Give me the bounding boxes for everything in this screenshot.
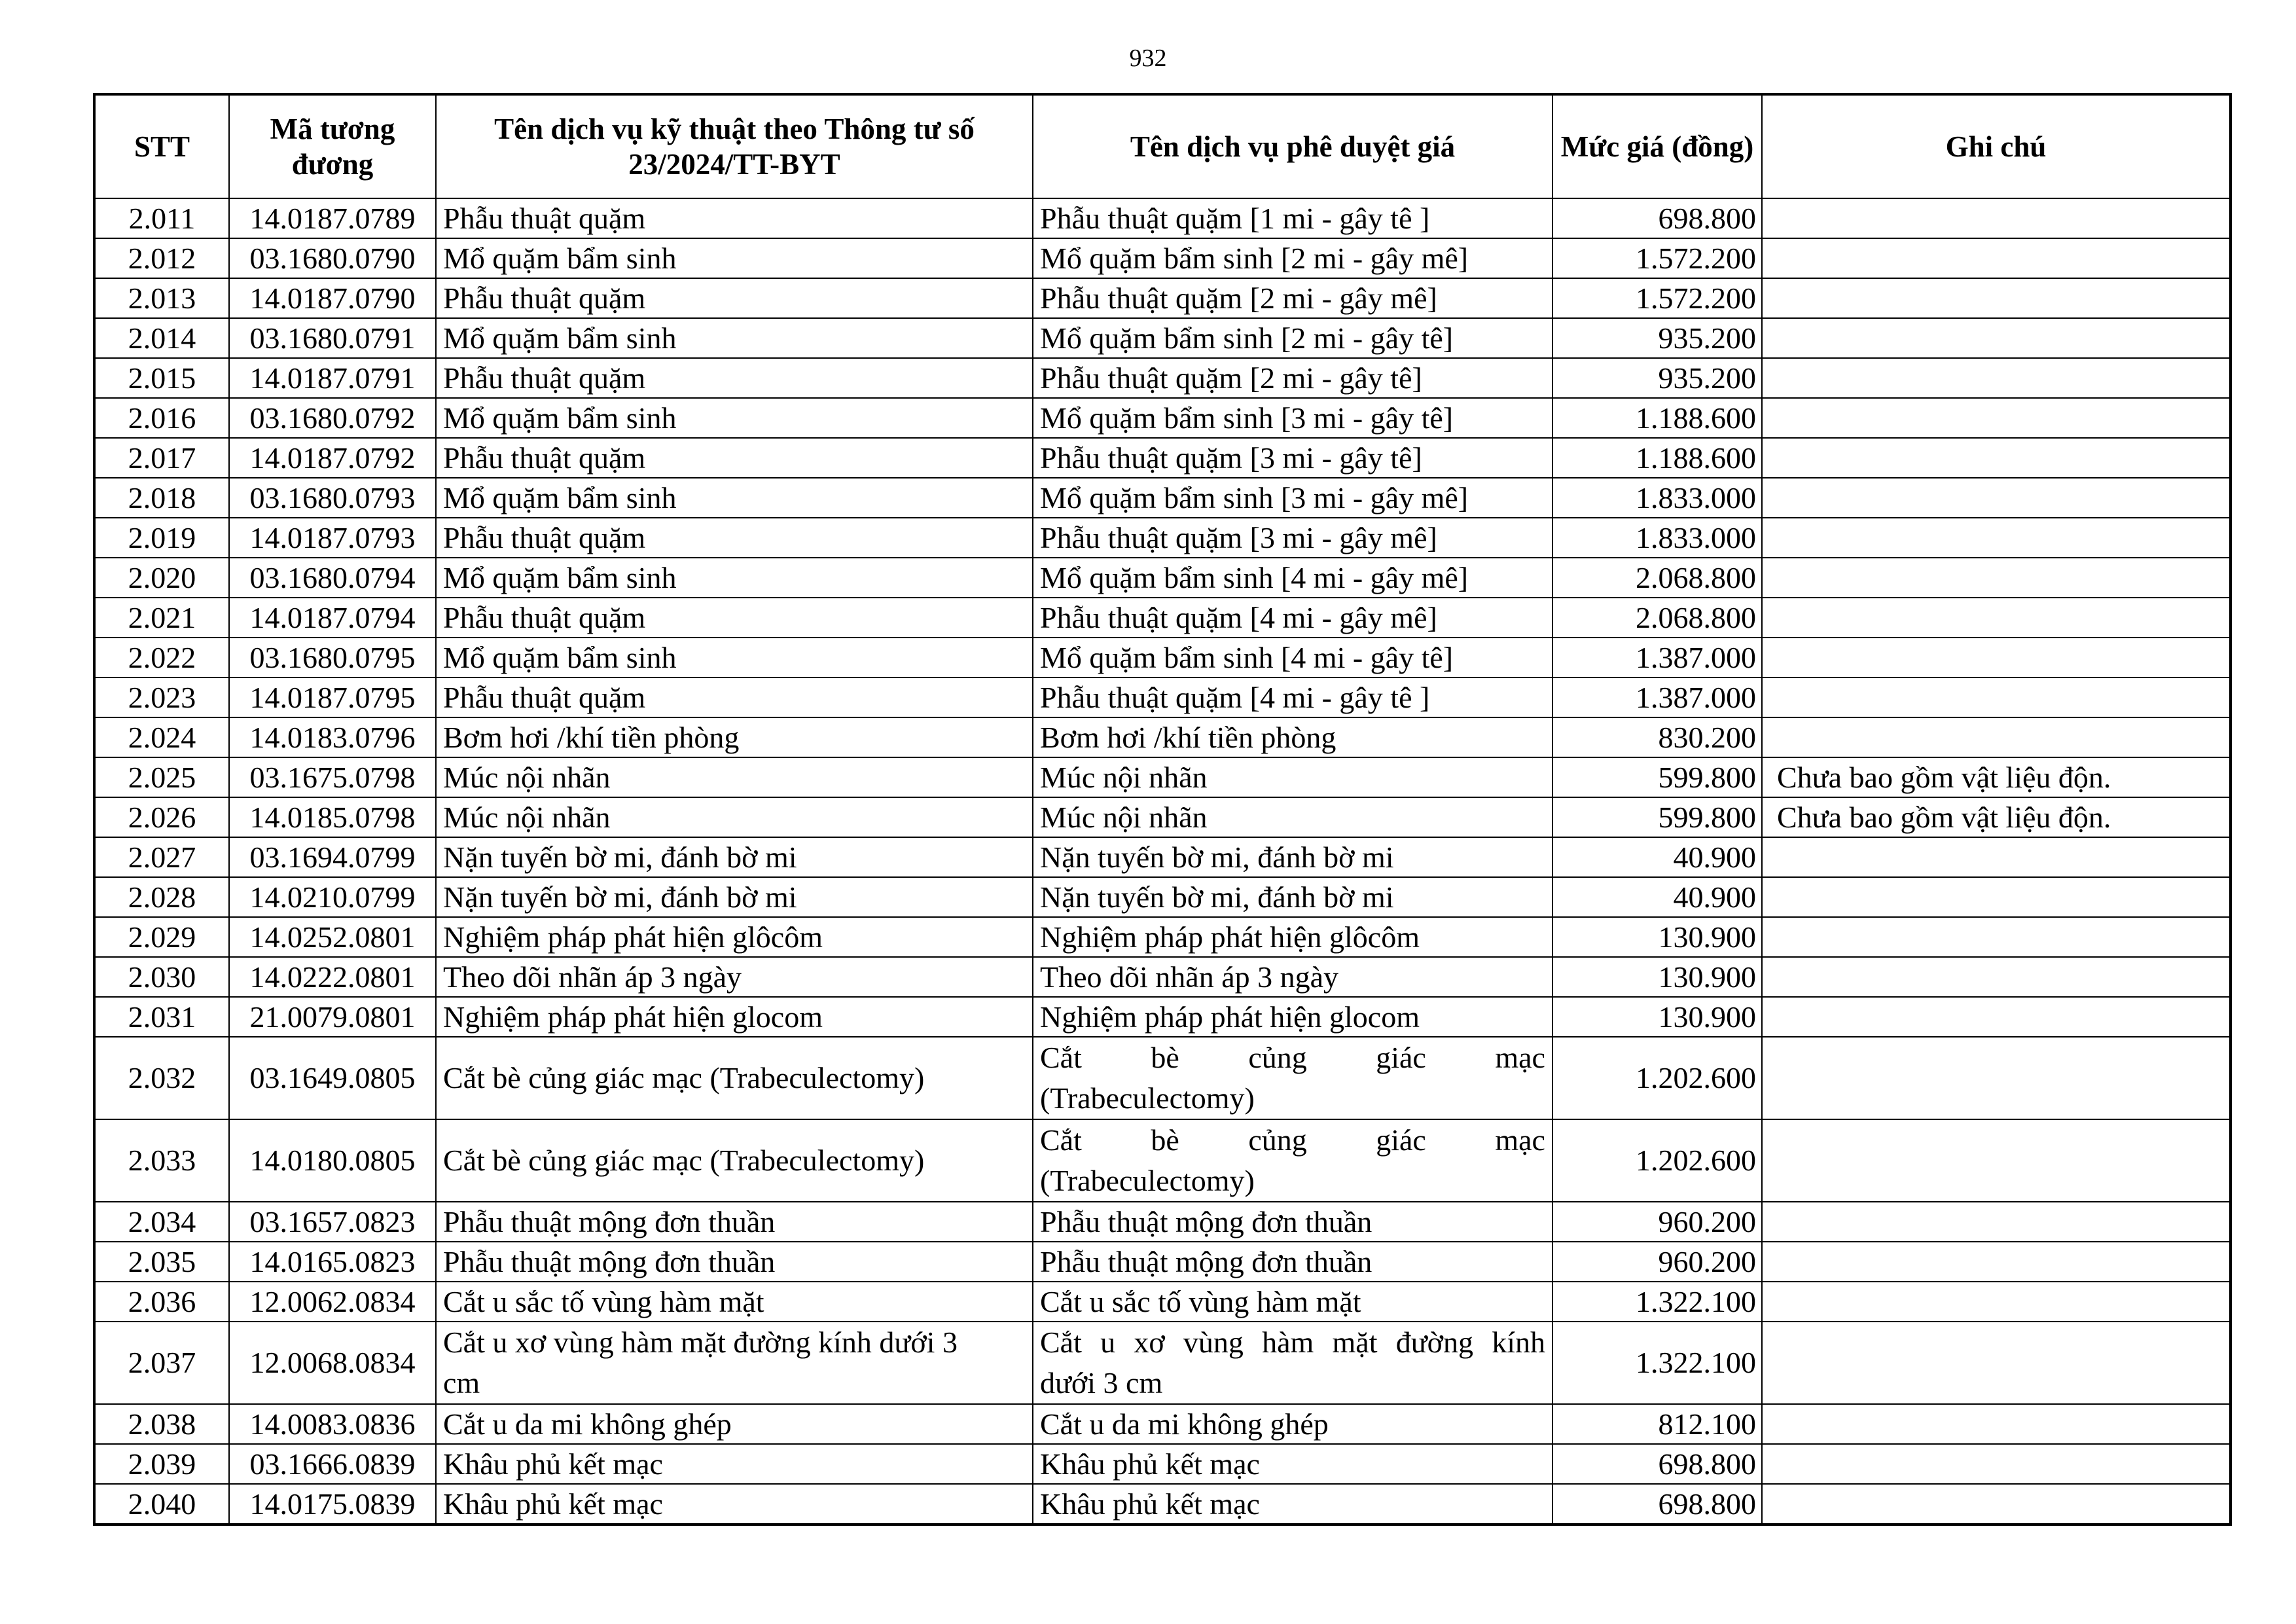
- cell-code: 03.1680.0792: [229, 398, 436, 438]
- cell-price: 812.100: [1552, 1404, 1762, 1444]
- cell-price: 1.202.600: [1552, 1037, 1762, 1119]
- cell-service-name: Múc nội nhãn: [436, 757, 1033, 797]
- cell-approved-name: Nặn tuyến bờ mi, đánh bờ mi: [1033, 837, 1552, 877]
- cell-note: [1762, 717, 2231, 757]
- cell-note: [1762, 278, 2231, 318]
- word: Cắt: [1040, 1326, 1082, 1359]
- cell-price: 40.900: [1552, 837, 1762, 877]
- cell-code: 03.1666.0839: [229, 1444, 436, 1484]
- cell-price: 830.200: [1552, 717, 1762, 757]
- cell-service-name: Phẫu thuật mộng đơn thuần: [436, 1242, 1033, 1282]
- cell-code: 14.0187.0791: [229, 358, 436, 398]
- table-row: [94, 518, 2231, 558]
- table-row: [94, 877, 2231, 917]
- cell-code: 14.0175.0839: [229, 1484, 436, 1525]
- cell-stt: 2.033: [94, 1119, 229, 1202]
- cell-note: [1762, 598, 2231, 638]
- cell-approved-name-line: [1040, 1120, 1545, 1161]
- table-row: [94, 1202, 2231, 1242]
- cell-stt: 2.012: [94, 238, 229, 278]
- cell-price: 960.200: [1552, 1242, 1762, 1282]
- cell-stt: 2.039: [94, 1444, 229, 1484]
- cell-approved-name: Mổ quặm bẩm sinh [4 mi - gây mê]: [1033, 558, 1552, 598]
- table-row: [94, 238, 2231, 278]
- cell-price: 1.322.100: [1552, 1282, 1762, 1322]
- cell-code: 14.0183.0796: [229, 717, 436, 757]
- cell-price: 1.188.600: [1552, 398, 1762, 438]
- cell-stt: 2.015: [94, 358, 229, 398]
- table-row: [94, 757, 2231, 797]
- cell-stt: 2.030: [94, 957, 229, 997]
- cell-note: [1762, 677, 2231, 717]
- cell-service-name: Múc nội nhãn: [436, 797, 1033, 837]
- cell-service-name: Mổ quặm bẩm sinh: [436, 558, 1033, 598]
- table-row: [94, 598, 2231, 638]
- cell-note: [1762, 877, 2231, 917]
- cell-approved-name: Phẫu thuật mộng đơn thuần: [1033, 1202, 1552, 1242]
- cell-code: 14.0187.0790: [229, 278, 436, 318]
- cell-price: 130.900: [1552, 917, 1762, 957]
- cell-service-name: Theo dõi nhãn áp 3 ngày: [436, 957, 1033, 997]
- cell-stt: 2.034: [94, 1202, 229, 1242]
- cell-stt: 2.016: [94, 398, 229, 438]
- page-number: 932: [1129, 45, 1167, 72]
- cell-stt: 2.013: [94, 278, 229, 318]
- table-row: [94, 1484, 2231, 1525]
- word: củng: [1248, 1123, 1307, 1157]
- table-row: [94, 318, 2231, 358]
- cell-service-name: Mổ quặm bẩm sinh: [436, 638, 1033, 677]
- word: giác: [1376, 1123, 1426, 1157]
- cell-stt: 2.036: [94, 1282, 229, 1322]
- cell-price: 130.900: [1552, 957, 1762, 997]
- cell-approved-name: Phẫu thuật mộng đơn thuần: [1033, 1242, 1552, 1282]
- service-price-table: [93, 93, 2232, 1526]
- table-row: [94, 1282, 2231, 1322]
- cell-note: [1762, 198, 2231, 238]
- cell-code: 14.0187.0795: [229, 677, 436, 717]
- word: bè: [1151, 1123, 1179, 1157]
- cell-price: 2.068.800: [1552, 598, 1762, 638]
- cell-price: 1.188.600: [1552, 438, 1762, 478]
- cell-stt: 2.029: [94, 917, 229, 957]
- cell-note: [1762, 558, 2231, 598]
- table-body: [94, 198, 2231, 1525]
- word: vùng: [1183, 1326, 1244, 1359]
- cell-code: 03.1649.0805: [229, 1037, 436, 1119]
- cell-approved-name: Phẫu thuật quặm [3 mi - gây mê]: [1033, 518, 1552, 558]
- cell-note: [1762, 997, 2231, 1037]
- cell-service-name: Mổ quặm bẩm sinh: [436, 318, 1033, 358]
- cell-approved-name: Theo dõi nhãn áp 3 ngày: [1033, 957, 1552, 997]
- cell-note: [1762, 358, 2231, 398]
- cell-service-name: Bơm hơi /khí tiền phòng: [436, 717, 1033, 757]
- cell-approved-name: Phẫu thuật quặm [2 mi - gây tê]: [1033, 358, 1552, 398]
- cell-note: [1762, 917, 2231, 957]
- cell-approved-name: Múc nội nhãn: [1033, 797, 1552, 837]
- header-code: Mã tương đương: [229, 94, 436, 198]
- cell-code: 03.1680.0791: [229, 318, 436, 358]
- cell-service-name: Nghiệm pháp phát hiện glocom: [436, 997, 1033, 1037]
- cell-service-name: Phẫu thuật quặm: [436, 278, 1033, 318]
- cell-stt: 2.037: [94, 1322, 229, 1404]
- cell-service-name-line: Cắt u xơ vùng hàm mặt đường kính dưới 3: [443, 1326, 958, 1359]
- cell-approved-name: Khâu phủ kết mạc: [1033, 1444, 1552, 1484]
- cell-code: 14.0187.0792: [229, 438, 436, 478]
- table-row: [94, 1444, 2231, 1484]
- cell-service-name-line: cm: [443, 1366, 480, 1399]
- word: bè: [1151, 1041, 1179, 1074]
- word: củng: [1248, 1041, 1307, 1074]
- cell-code: 14.0187.0793: [229, 518, 436, 558]
- cell-service-name: Nặn tuyến bờ mi, đánh bờ mi: [436, 877, 1033, 917]
- cell-code: 14.0210.0799: [229, 877, 436, 917]
- table-row: [94, 1322, 2231, 1404]
- header-price: Mức giá (đồng): [1552, 94, 1762, 198]
- header-service-name: Tên dịch vụ kỹ thuật theo Thông tư số 23/2024/TT-BYT: [436, 94, 1033, 198]
- cell-approved-name: Mổ quặm bẩm sinh [4 mi - gây tê]: [1033, 638, 1552, 677]
- header-stt: STT: [94, 94, 229, 198]
- cell-note: [1762, 238, 2231, 278]
- cell-approved-name-line: [1040, 1038, 1545, 1078]
- word: Cắt: [1040, 1041, 1082, 1074]
- cell-stt: 2.011: [94, 198, 229, 238]
- cell-stt: 2.023: [94, 677, 229, 717]
- cell-price: 935.200: [1552, 318, 1762, 358]
- word: đường: [1395, 1326, 1473, 1359]
- cell-note: [1762, 398, 2231, 438]
- cell-price: 1.202.600: [1552, 1119, 1762, 1202]
- cell-service-name: Nặn tuyến bờ mi, đánh bờ mi: [436, 837, 1033, 877]
- cell-stt: 2.040: [94, 1484, 229, 1525]
- cell-code: 14.0185.0798: [229, 797, 436, 837]
- cell-note: [1762, 1444, 2231, 1484]
- cell-note: [1762, 1404, 2231, 1444]
- cell-stt: 2.031: [94, 997, 229, 1037]
- cell-approved-name: Phẫu thuật quặm [4 mi - gây tê ]: [1033, 677, 1552, 717]
- cell-price: 40.900: [1552, 877, 1762, 917]
- cell-stt: 2.018: [94, 478, 229, 518]
- table-row: [94, 797, 2231, 837]
- cell-approved-name: Cắt u da mi không ghép: [1033, 1404, 1552, 1444]
- cell-price: 599.800: [1552, 797, 1762, 837]
- cell-price: 1.572.200: [1552, 278, 1762, 318]
- table-row: [94, 278, 2231, 318]
- cell-note: [1762, 1322, 2231, 1404]
- table-row: [94, 917, 2231, 957]
- cell-approved-name: Phẫu thuật quặm [1 mi - gây tê ]: [1033, 198, 1552, 238]
- table-header-row: [94, 94, 2231, 198]
- cell-price: 1.833.000: [1552, 478, 1762, 518]
- table-row: [94, 1404, 2231, 1444]
- cell-service-name: Cắt bè củng giác mạc (Trabeculectomy): [436, 1119, 1033, 1202]
- cell-service-name: Mổ quặm bẩm sinh: [436, 398, 1033, 438]
- cell-code: 14.0222.0801: [229, 957, 436, 997]
- cell-stt: 2.027: [94, 837, 229, 877]
- cell-approved-name: Phẫu thuật quặm [3 mi - gây tê]: [1033, 438, 1552, 478]
- cell-service-name: Nghiệm pháp phát hiện glôcôm: [436, 917, 1033, 957]
- cell-code: 03.1694.0799: [229, 837, 436, 877]
- cell-code: 14.0187.0794: [229, 598, 436, 638]
- cell-service-name: [436, 1322, 1033, 1404]
- table-row: [94, 1119, 2231, 1202]
- table-row: [94, 438, 2231, 478]
- cell-approved-name: Phẫu thuật quặm [4 mi - gây mê]: [1033, 598, 1552, 638]
- cell-stt: 2.038: [94, 1404, 229, 1444]
- cell-approved-name: Mổ quặm bẩm sinh [2 mi - gây mê]: [1033, 238, 1552, 278]
- cell-code: 12.0068.0834: [229, 1322, 436, 1404]
- cell-note: [1762, 518, 2231, 558]
- cell-code: 03.1680.0790: [229, 238, 436, 278]
- cell-stt: 2.032: [94, 1037, 229, 1119]
- cell-service-name: Phẫu thuật quặm: [436, 677, 1033, 717]
- table-row: [94, 358, 2231, 398]
- cell-note: [1762, 1282, 2231, 1322]
- cell-approved-name: Múc nội nhãn: [1033, 757, 1552, 797]
- table-row: [94, 558, 2231, 598]
- cell-approved-name: Cắt u sắc tố vùng hàm mặt: [1033, 1282, 1552, 1322]
- cell-stt: 2.020: [94, 558, 229, 598]
- cell-code: 14.0187.0789: [229, 198, 436, 238]
- cell-approved-name: Bơm hơi /khí tiền phòng: [1033, 717, 1552, 757]
- word: mạc: [1495, 1041, 1545, 1074]
- cell-note: Chưa bao gồm vật liệu độn.: [1762, 797, 2231, 837]
- cell-note: [1762, 638, 2231, 677]
- cell-approved-name: [1033, 1322, 1552, 1404]
- table-row: [94, 398, 2231, 438]
- cell-stt: 2.028: [94, 877, 229, 917]
- word: giác: [1376, 1041, 1426, 1074]
- cell-service-name: Phẫu thuật quặm: [436, 198, 1033, 238]
- cell-stt: 2.019: [94, 518, 229, 558]
- cell-note: [1762, 318, 2231, 358]
- cell-note: [1762, 837, 2231, 877]
- table-row: [94, 677, 2231, 717]
- cell-code: 21.0079.0801: [229, 997, 436, 1037]
- table-row: [94, 997, 2231, 1037]
- cell-service-name: Mổ quặm bẩm sinh: [436, 238, 1033, 278]
- cell-approved-name-line: dưới 3 cm: [1040, 1366, 1163, 1399]
- table-row: [94, 638, 2231, 677]
- table-row: [94, 478, 2231, 518]
- cell-service-name: Mổ quặm bẩm sinh: [436, 478, 1033, 518]
- word: mặt: [1332, 1326, 1378, 1359]
- cell-price: 1.387.000: [1552, 638, 1762, 677]
- cell-approved-name: [1033, 1119, 1552, 1202]
- cell-stt: 2.024: [94, 717, 229, 757]
- word: hàm: [1262, 1326, 1314, 1359]
- cell-stt: 2.022: [94, 638, 229, 677]
- cell-approved-name: Nặn tuyến bờ mi, đánh bờ mi: [1033, 877, 1552, 917]
- cell-stt: 2.025: [94, 757, 229, 797]
- cell-code: 14.0083.0836: [229, 1404, 436, 1444]
- cell-price: 1.322.100: [1552, 1322, 1762, 1404]
- cell-service-name: Phẫu thuật quặm: [436, 518, 1033, 558]
- cell-stt: 2.021: [94, 598, 229, 638]
- cell-price: 935.200: [1552, 358, 1762, 398]
- cell-approved-name: [1033, 1037, 1552, 1119]
- cell-code: 14.0252.0801: [229, 917, 436, 957]
- cell-price: 2.068.800: [1552, 558, 1762, 598]
- cell-code: 03.1675.0798: [229, 757, 436, 797]
- cell-note: [1762, 1484, 2231, 1525]
- cell-approved-name: Khâu phủ kết mạc: [1033, 1484, 1552, 1525]
- cell-stt: 2.026: [94, 797, 229, 837]
- table-row: [94, 717, 2231, 757]
- cell-note: [1762, 1242, 2231, 1282]
- cell-approved-name: Mổ quặm bẩm sinh [2 mi - gây tê]: [1033, 318, 1552, 358]
- cell-code: 03.1680.0794: [229, 558, 436, 598]
- cell-price: 1.833.000: [1552, 518, 1762, 558]
- cell-price: 698.800: [1552, 198, 1762, 238]
- header-note: Ghi chú: [1762, 94, 2231, 198]
- cell-note: [1762, 438, 2231, 478]
- table-row: [94, 1037, 2231, 1119]
- cell-service-name: Phẫu thuật quặm: [436, 358, 1033, 398]
- cell-service-name: Cắt u sắc tố vùng hàm mặt: [436, 1282, 1033, 1322]
- cell-service-name: Cắt bè củng giác mạc (Trabeculectomy): [436, 1037, 1033, 1119]
- cell-service-name: Phẫu thuật mộng đơn thuần: [436, 1202, 1033, 1242]
- cell-note: [1762, 478, 2231, 518]
- cell-note: [1762, 1037, 2231, 1119]
- word: mạc: [1495, 1123, 1545, 1157]
- cell-approved-name-line: [1040, 1322, 1545, 1363]
- cell-price: 960.200: [1552, 1202, 1762, 1242]
- cell-approved-name: Mổ quặm bẩm sinh [3 mi - gây mê]: [1033, 478, 1552, 518]
- cell-service-name: Khâu phủ kết mạc: [436, 1484, 1033, 1525]
- cell-price: 698.800: [1552, 1484, 1762, 1525]
- word: kính: [1492, 1326, 1545, 1359]
- cell-price: 599.800: [1552, 757, 1762, 797]
- cell-code: 14.0180.0805: [229, 1119, 436, 1202]
- cell-service-name: Phẫu thuật quặm: [436, 598, 1033, 638]
- table-row: [94, 198, 2231, 238]
- cell-service-name: Khâu phủ kết mạc: [436, 1444, 1033, 1484]
- cell-price: 1.387.000: [1552, 677, 1762, 717]
- cell-note: [1762, 1202, 2231, 1242]
- cell-approved-name: Nghiệm pháp phát hiện glôcôm: [1033, 917, 1552, 957]
- word: xơ: [1134, 1326, 1165, 1359]
- table-row: [94, 837, 2231, 877]
- cell-approved-name: Nghiệm pháp phát hiện glocom: [1033, 997, 1552, 1037]
- word: u: [1100, 1326, 1116, 1359]
- word: Cắt: [1040, 1123, 1082, 1157]
- cell-note: [1762, 957, 2231, 997]
- cell-price: 130.900: [1552, 997, 1762, 1037]
- cell-price: 1.572.200: [1552, 238, 1762, 278]
- cell-code: 03.1680.0795: [229, 638, 436, 677]
- table-row: [94, 1242, 2231, 1282]
- cell-service-name: Cắt u da mi không ghép: [436, 1404, 1033, 1444]
- cell-approved-name-line: (Trabeculectomy): [1040, 1164, 1255, 1197]
- cell-code: 03.1680.0793: [229, 478, 436, 518]
- cell-stt: 2.014: [94, 318, 229, 358]
- table-row: [94, 957, 2231, 997]
- cell-code: 12.0062.0834: [229, 1282, 436, 1322]
- cell-note: Chưa bao gồm vật liệu độn.: [1762, 757, 2231, 797]
- cell-approved-name: Mổ quặm bẩm sinh [3 mi - gây tê]: [1033, 398, 1552, 438]
- cell-note: [1762, 1119, 2231, 1202]
- cell-code: 03.1657.0823: [229, 1202, 436, 1242]
- cell-stt: 2.035: [94, 1242, 229, 1282]
- cell-stt: 2.017: [94, 438, 229, 478]
- cell-code: 14.0165.0823: [229, 1242, 436, 1282]
- cell-approved-name: Phẫu thuật quặm [2 mi - gây mê]: [1033, 278, 1552, 318]
- cell-service-name: Phẫu thuật quặm: [436, 438, 1033, 478]
- cell-price: 698.800: [1552, 1444, 1762, 1484]
- cell-approved-name-line: (Trabeculectomy): [1040, 1081, 1255, 1115]
- header-approved-name: Tên dịch vụ phê duyệt giá: [1033, 94, 1552, 198]
